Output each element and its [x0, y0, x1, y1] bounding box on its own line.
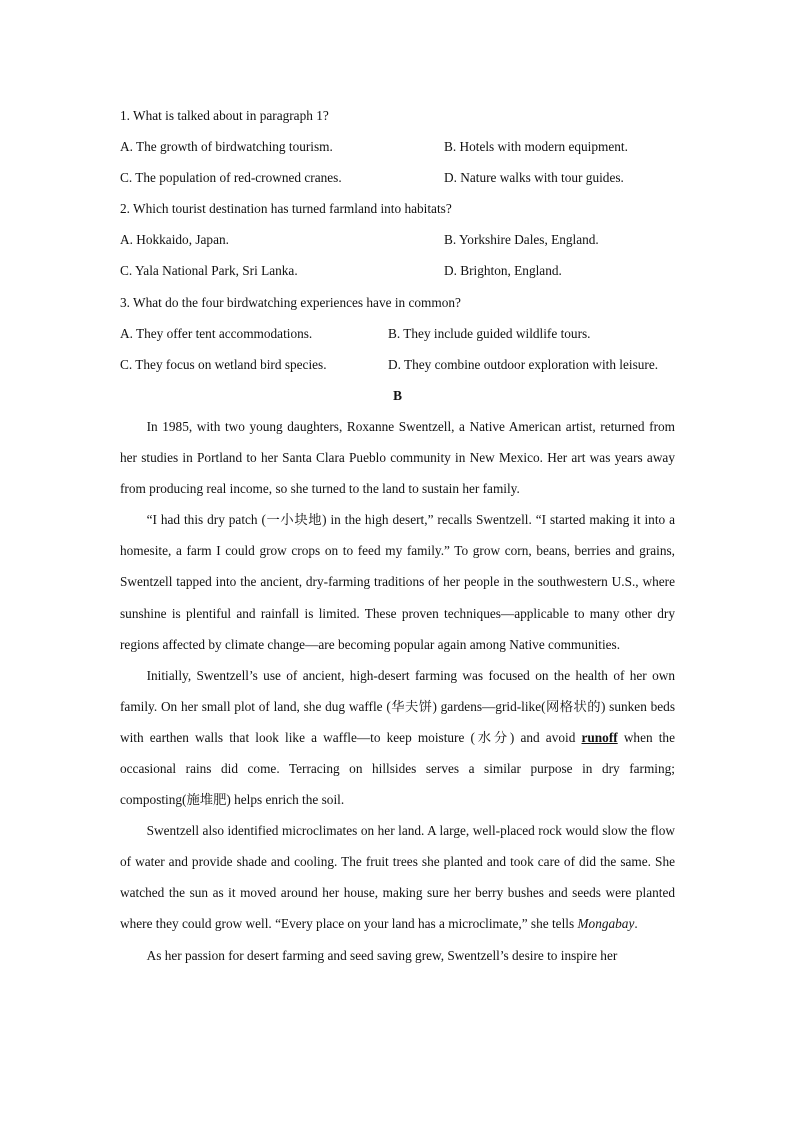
question-1-option-c: C. The population of red-crowned cranes. — [120, 170, 342, 186]
question-3-stem: 3. What do the four birdwatching experiences have in common? — [120, 294, 461, 310]
question-3-option-b: B. They include guided wildlife tours. — [388, 325, 591, 341]
question-2-options-row-1 — [120, 224, 675, 255]
source-name: Mongabay — [577, 916, 635, 932]
paragraph-1: In 1985, with two young daughters, Roxanne Swentzell, a Native American artist, returned from her studies in Portland to her Santa Clara Pueblo community in New Mexico. Her art was years away from producing real income, so she turned to the land to sustain her family. — [120, 418, 675, 497]
paragraph-3-text-start: Initially, Swentzell’s use of ancient, high-desert farming was focused on the health of her own family. On her small plot of land, she dug waffle (华夫饼) gardens—grid-like(网格状的) sunken beds with earthen walls that look like a waffle—to keep moisture (水分) and avoid — [120, 667, 675, 745]
question-2-option-d: D. Brighton, England. — [444, 263, 562, 279]
question-1-option-d: D. Nature walks with tour guides. — [444, 170, 624, 186]
question-1-stem: 1. What is talked about in paragraph 1? — [120, 108, 329, 123]
question-2-stem: 2. Which tourist destination has turned farmland into habitats? — [120, 201, 452, 217]
underlined-keyword: runoff — [581, 729, 618, 745]
paragraph-3-text-end: when the occasional rains did come. Terracing on hillsides serves a similar purpose in dry farming; composting(施堆肥) helps enrich the soil. — [120, 729, 675, 808]
paragraph-4-end: . — [634, 916, 638, 932]
question-3-options-row-2 — [120, 349, 675, 380]
question-1-option-b: B. Hotels with modern equipment. — [444, 139, 628, 155]
paragraph-2: “I had this dry patch (一小块地) in the high desert,” recalls Swentzell. “I started making it into a homesite, a farm I could grow crops on to feed my family.” To grow corn, beans, berries and grains, Swentzell tapped into the ancient, dry-farming traditions of her people in the southwestern U.S., where sunshine is plentiful and rainfall is limited. These proven techniques—applicable to many other dry regions affected by climate change—are becoming popular again among Native communities. — [120, 512, 675, 652]
question-3-option-c: C. They focus on wetland bird species. — [120, 356, 327, 372]
question-3-options-row-1 — [120, 318, 675, 349]
paragraph-5: As her passion for desert farming and seed saving grew, Swentzell’s desire to inspire her — [146, 947, 618, 963]
page-content — [120, 100, 675, 971]
question-2-option-b: B. Yorkshire Dales, England. — [444, 232, 599, 248]
question-2-options-row-2 — [120, 255, 675, 286]
question-1-options-row-1 — [120, 131, 675, 162]
paragraph-3 — [120, 660, 675, 815]
question-2-option-c: C. Yala National Park, Sri Lanka. — [120, 263, 298, 279]
paragraph-4 — [120, 815, 675, 939]
question-3-option-a: A. They offer tent accommodations. — [120, 325, 313, 341]
question-1-option-a: A. The growth of birdwatching tourism. — [120, 139, 333, 155]
question-2-option-a: A. Hokkaido, Japan. — [120, 232, 229, 248]
question-1-options-row-2 — [120, 162, 675, 193]
section-heading: B — [393, 387, 402, 403]
paragraph-4-text: Swentzell also identified microclimates on her land. A large, well-placed rock would slow the flow of water and provide shade and cooling. The fruit trees she planted and took care of did the same. She watched the sun as it moved around her house, making sure her berry bushes and seeds were planted where they could grow well. “Every place on your land has a microclimate,” she tells — [120, 823, 675, 932]
question-3-option-d: D. They combine outdoor exploration with leisure. — [388, 356, 659, 372]
